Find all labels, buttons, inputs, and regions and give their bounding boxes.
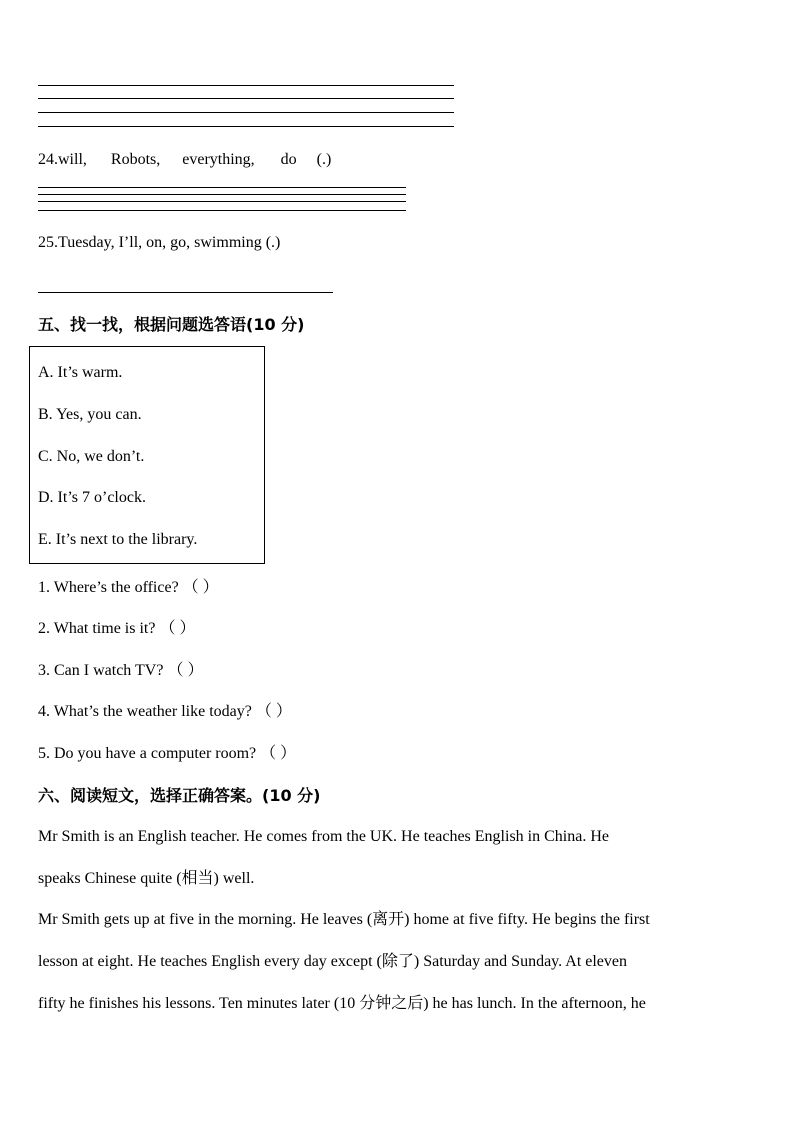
section-6-heading: 六、阅读短文，选择正确答案。(10 分) <box>38 786 321 805</box>
answer-line <box>38 194 406 195</box>
answer-line <box>38 98 454 99</box>
passage-line: lesson at eight. He teaches English every day except (除了) Saturday and Sunday. At eleven <box>38 953 628 970</box>
option-b: B. Yes, you can. <box>38 406 142 423</box>
word: (.) <box>316 151 332 168</box>
option-d: D. It’s 7 o’clock. <box>38 489 146 506</box>
answer-line <box>38 126 454 127</box>
question-number: 24. <box>38 151 58 168</box>
passage-line: Mr Smith gets up at five in the morning. He leaves (离开) home at five fifty. He begins the first <box>38 911 650 928</box>
question-2: 2. What time is it? （ ） <box>38 620 196 637</box>
answer-line <box>38 210 406 211</box>
passage-line: fifty he finishes his lessons. Ten minutes later (10 分钟之后) he has lunch. In the afternoon, he <box>38 995 646 1012</box>
section-5-heading: 五、找一找，根据问题选答语(10 分) <box>38 315 305 334</box>
answer-line <box>38 85 454 86</box>
word: everything, <box>182 151 255 168</box>
question-1: 1. Where’s the office? （ ） <box>38 579 219 596</box>
option-a: A. It’s warm. <box>38 364 123 381</box>
answer-line <box>38 112 454 113</box>
answer-line <box>38 201 406 202</box>
passage-line: speaks Chinese quite (相当) well. <box>38 870 255 887</box>
word: will, <box>58 151 87 168</box>
question-24 <box>38 150 331 170</box>
answer-line <box>38 187 406 188</box>
word: Robots, <box>110 151 161 168</box>
word: do <box>280 151 297 168</box>
question-25: 25.Tuesday, I’ll, on, go, swimming (.) <box>38 234 281 251</box>
question-4: 4. What’s the weather like today? （ ） <box>38 703 292 720</box>
question-5: 5. Do you have a computer room? （ ） <box>38 745 297 762</box>
answer-line <box>38 292 333 293</box>
option-c: C. No, we don’t. <box>38 448 145 465</box>
option-e: E. It’s next to the library. <box>38 531 198 548</box>
question-3: 3. Can I watch TV? （ ） <box>38 662 204 679</box>
passage-line: Mr Smith is an English teacher. He comes from the UK. He teaches English in China. He <box>38 828 609 845</box>
